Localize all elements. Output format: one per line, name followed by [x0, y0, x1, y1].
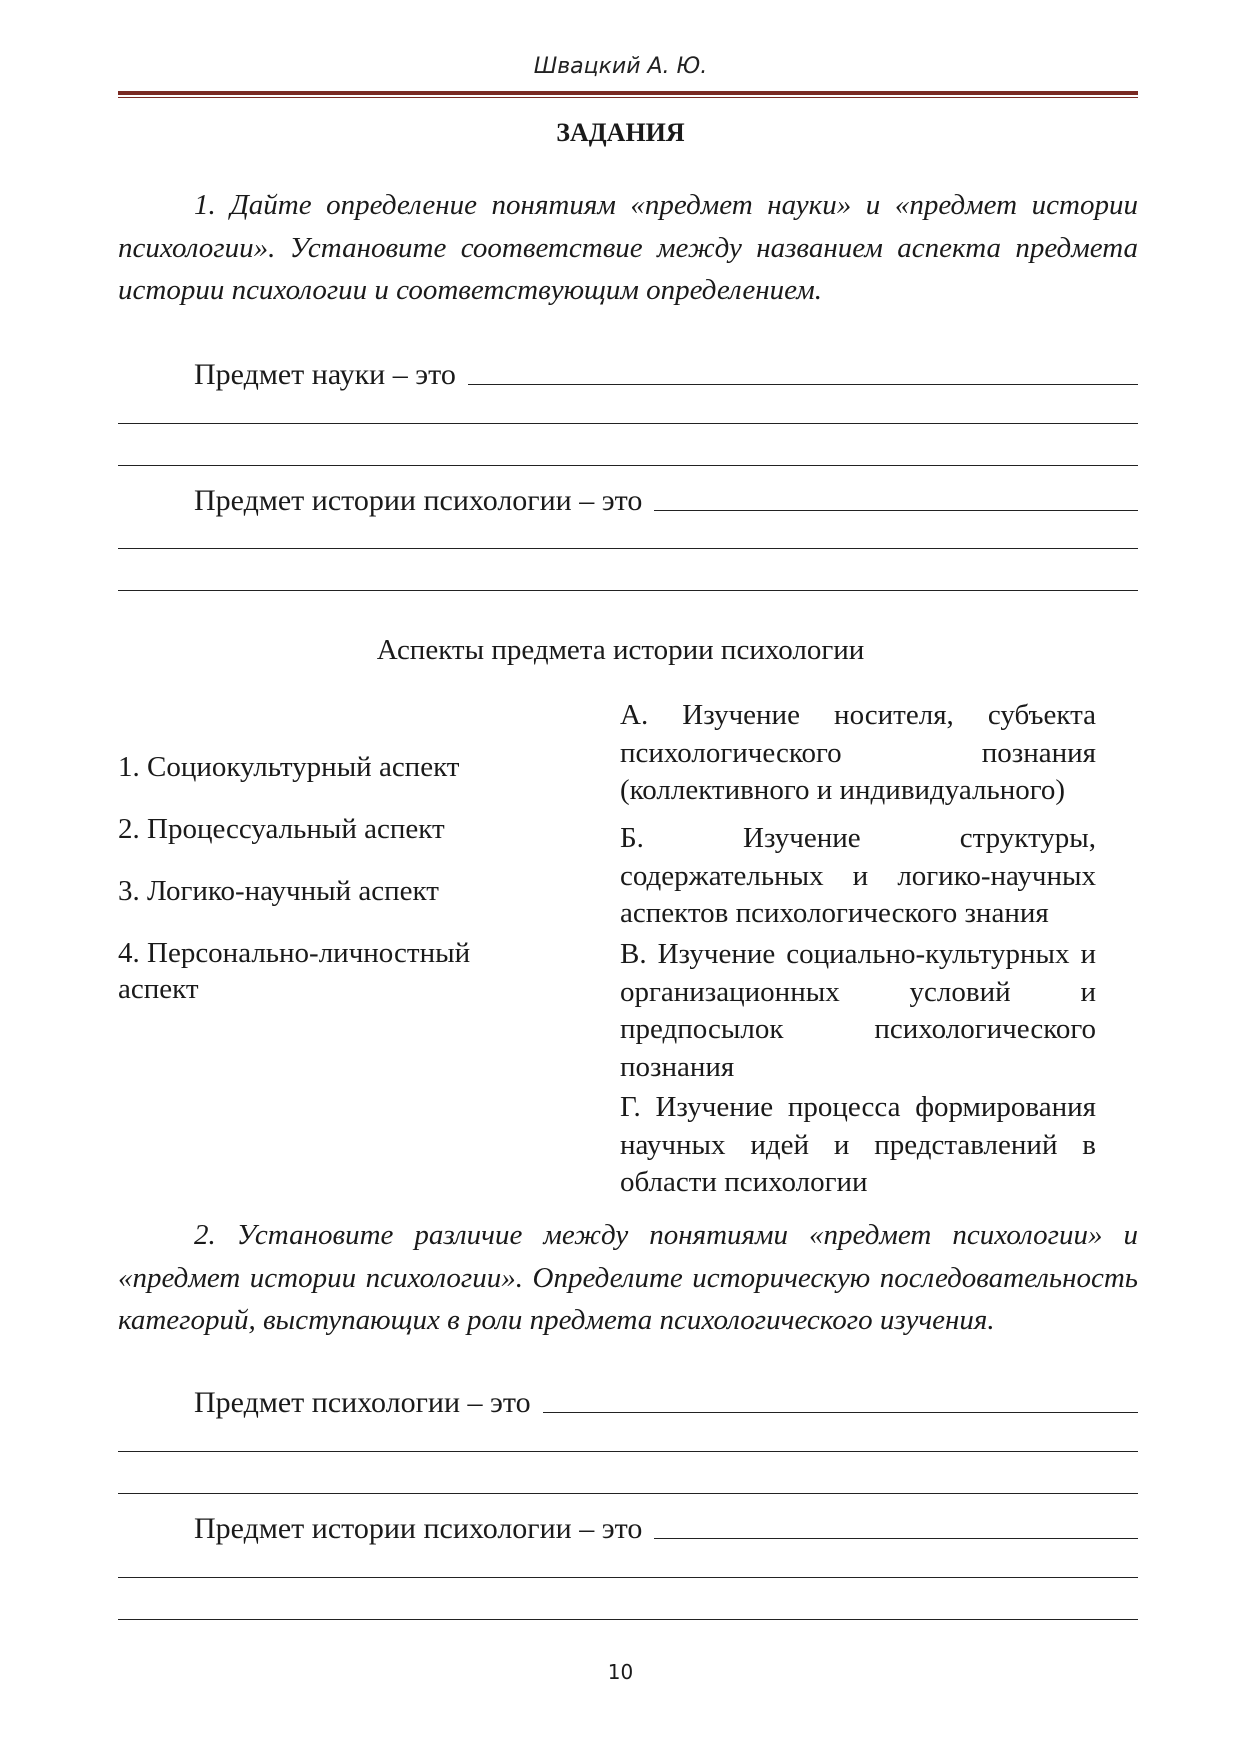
answer-blank-line [118, 1451, 1138, 1452]
answer-line-subject-of-science [194, 352, 1138, 392]
answer-label: Предмет науки – это [194, 358, 456, 391]
answer-blank-line [118, 1493, 1138, 1494]
answer-blank-line [118, 590, 1138, 591]
definition-item: Б. Изучение структуры, содержательных и логико-научных аспектов психологического знания [620, 822, 1096, 929]
definition-item: В. Изучение социально-культурных и организационных условий и предпосылок психологического познания [620, 938, 1096, 1083]
answer-label: Предмет психологии – это [194, 1386, 531, 1419]
section-title: ЗАДАНИЯ [556, 118, 685, 147]
aspect-item: 1. Социокультурный аспект [118, 751, 460, 783]
running-header-author: Швацкий А. Ю. [533, 54, 708, 79]
answer-line-subject-of-psychology [194, 1380, 1138, 1420]
answer-blank-line [118, 1577, 1138, 1578]
answer-line-subject-of-history-2 [194, 1506, 1138, 1546]
definition-item: А. Изучение носителя, субъекта психологического познания (коллективного и индивидуального) [620, 699, 1096, 806]
task-2-text: 2. Установите различие между понятиями «предмет психологии» и «предмет истории психологии». Определите историческую последовательность категорий, выступающих в роли предмета психологического изучения. [118, 1219, 1138, 1336]
answer-blank-line [118, 465, 1138, 466]
aspect-item: 3. Логико-научный аспект [118, 875, 439, 907]
answer-line-subject-of-history [194, 478, 1138, 518]
aspect-item: 2. Процессуальный аспект [118, 813, 445, 845]
task-1-text: 1. Дайте определение понятиям «предмет науки» и «предмет истории психологии». Установите соответствие между названием аспекта предмета истории психологии и соответствующим определением. [118, 189, 1138, 306]
answer-label: Предмет истории психологии – это [194, 1512, 643, 1545]
answer-fill-line [543, 1406, 1138, 1413]
page-number: 10 [607, 1660, 634, 1684]
answer-fill-line [468, 378, 1138, 385]
header-rule [118, 91, 1138, 98]
table-caption: Аспекты предмета истории психологии [376, 634, 865, 666]
aspect-item: 4. Персонально-личностный аспект [118, 937, 471, 1005]
answer-blank-line [118, 423, 1138, 424]
definition-item: Г. Изучение процесса формирования научных идей и представлений в области психологии [620, 1091, 1096, 1198]
answer-fill-line [654, 1532, 1138, 1539]
answer-blank-line [118, 1619, 1138, 1620]
answer-blank-line [118, 548, 1138, 549]
answer-label: Предмет истории психологии – это [194, 484, 643, 517]
answer-fill-line [654, 504, 1138, 511]
